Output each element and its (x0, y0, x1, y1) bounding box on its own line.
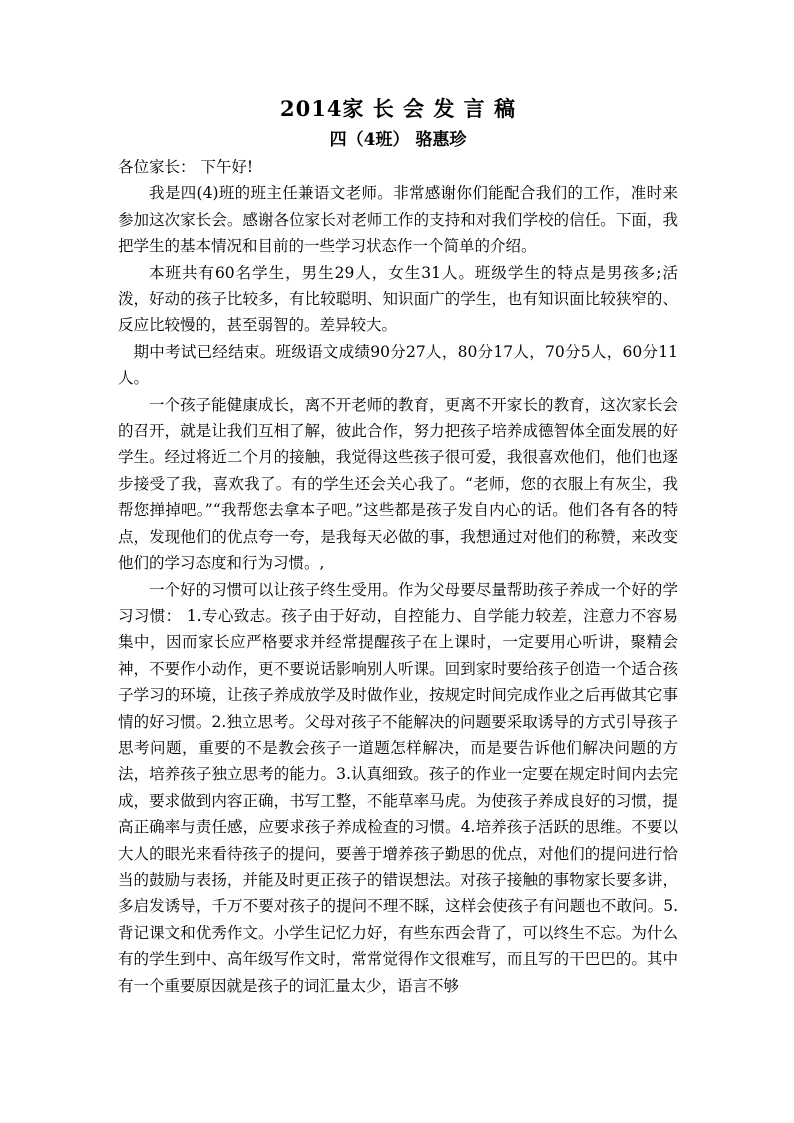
paragraph-class-info: 本班共有60名学生，男生29人，女生31人。班级学生的特点是男孩多;活泼，好动的孩子比较多，有比较聪明、知识面广的学生，也有知识面比较狭窄的、反应比较慢的，甚至弱智的。差异较大。 (118, 263, 678, 335)
document-page (118, 92, 678, 999)
paragraph-habits: 一个好的习惯可以让孩子终生受用。作为父母要尽量帮助孩子养成一个好的学习习惯： 1.专心致志。孩子由于好动，自控能力、自学能力较差，注意力不容易集中，因而家长应严格要求并经常提醒孩子在上课时，一定要用心听讲，聚精会神，不要作小动作，更不要说话影响别人听课。回到家时要给孩子创造一个适合孩子学习的环境，让孩子养成放学及时做作业，按规定时间完成作业之后再做其它事情的好习惯。2.独立思考。父母对孩子不能解决的问题要采取诱导的方式引导孩子思考问题，重要的不是教会孩子一道题怎样解决，而是要告诉他们解决问题的方法，培养孩子独立思考的能力。3.认真细致。孩子的作业一定要在规定时间内去完成，要求做到内容正确，书写工整，不能草率马虎。为使孩子养成良好的习惯，提高正确率与责任感，应要求孩子养成检查的习惯。4.培养孩子活跃的思维。不要以大人的眼光来看待孩子的提问，要善于增养孩子勤思的优点，对他们的提问进行恰当的鼓励与表扬，并能及时更正孩子的错误想法。对孩子接触的事物家长要多讲，多启发诱导，千万不要对孩子的提问不理不睬，这样会使孩子有问题也不敢问。5.背记课文和优秀作文。小学生记忆力好，有些东西会背了，可以终生不忘。为什么有的学生到中、高年级写作文时，常常觉得作文很难写，而且写的干巴巴的。其中有一个重要原因就是孩子的词汇量太少，语言不够 (118, 580, 678, 995)
page-subtitle: 四（4班） 骆惠珍 (329, 130, 467, 150)
paragraph-exam-results: 期中考试已经结束。班级语文成绩90分27人，80分17人，70分5人，60分11人。 (118, 342, 678, 388)
paragraph-growth: 一个孩子能健康成长，离不开老师的教育，更离不开家长的教育，这次家长会的召开，就是让我们互相了解，彼此合作，努力把孩子培养成德智体全面发展的好学生。经过将近二个月的接触，我觉得这些孩子很可爱，我很喜欢他们，他们也逐步接受了我，喜欢我了。有的学生还会关心我了。“老师，您的衣服上有灰尘，我帮您掸掉吧。”“我帮您去拿本子吧。”这些都是孩子发自内心的话。他们各有各的特点，发现他们的优点夸一夸，是我每天必做的事，我想通过对他们的称赞，来改变他们的学习态度和行为习惯。, (118, 395, 678, 573)
greeting: 各位家长： 下午好! (118, 158, 254, 176)
paragraph-intro: 我是四(4)班的班主任兼语文老师。非常感谢你们能配合我们的工作，准时来参加这次家长会。感谢各位家长对老师工作的支持和对我们学校的信任。下面，我把学生的基本情况和目前的一些学习状态作一个简单的介绍。 (118, 184, 678, 256)
page-title: 2014家 长 会 发 言 稿 (279, 96, 516, 121)
